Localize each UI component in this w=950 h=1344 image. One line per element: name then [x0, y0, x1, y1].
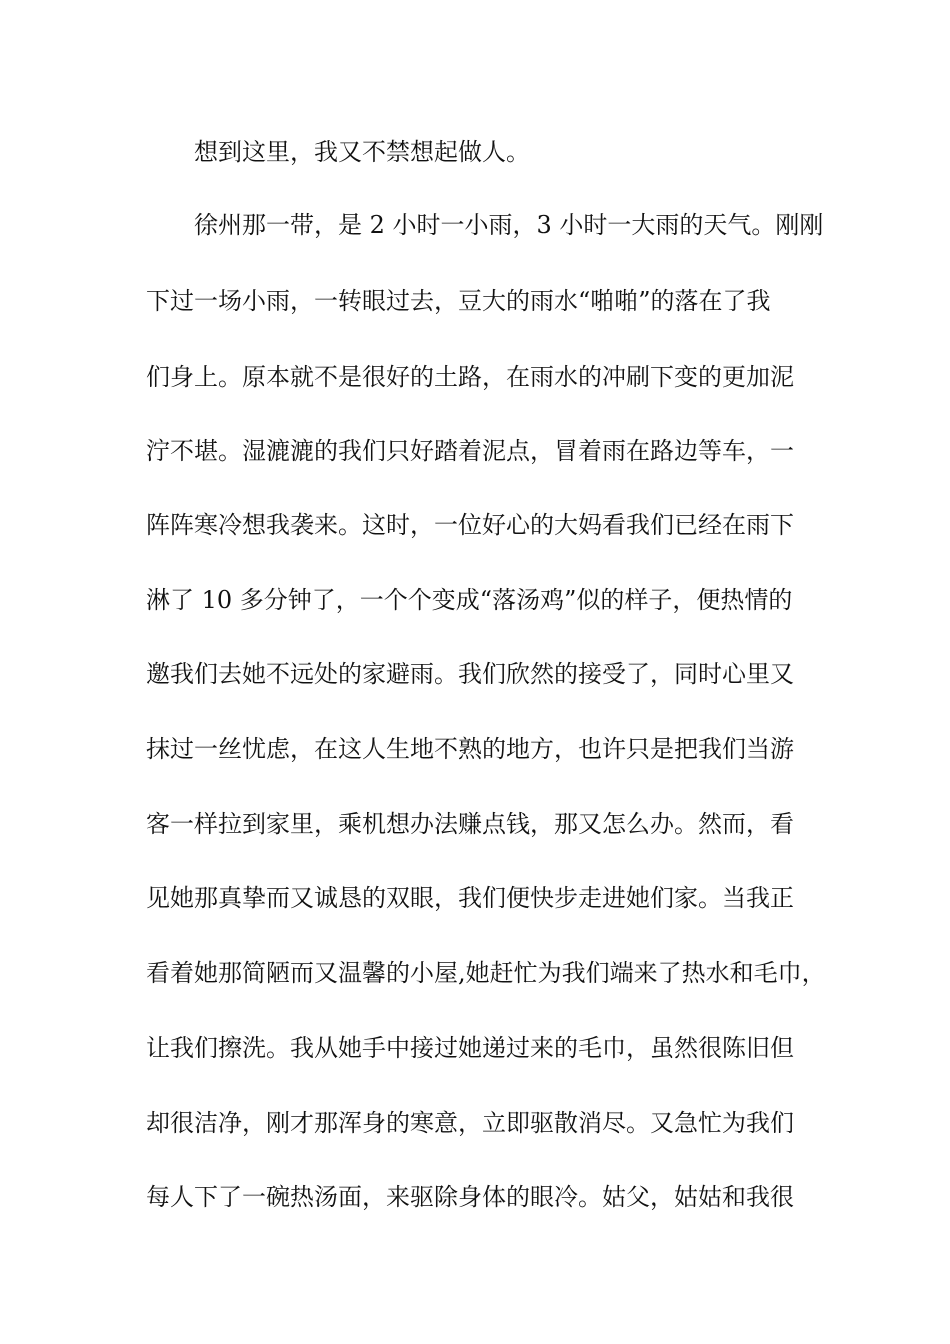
paragraph-2-line-2: 下过一场小雨，一转眼过去，豆大的雨水“啪啪”的落在了我 [146, 287, 771, 315]
paragraph-2-line-9: 客一样拉到家里，乘机想办法赚点钱，那又怎么办。然而，看 [146, 810, 794, 838]
paragraph-2-line-4: 泞不堪。湿漉漉的我们只好踏着泥点，冒着雨在路边等车，一 [146, 437, 794, 465]
paragraph-2-line-1: 徐州那一带，是 2 小时一小雨，3 小时一大雨的天气。刚刚 [194, 211, 824, 239]
paragraph-2-line-13: 却很洁净，刚才那浑身的寒意，立即驱散消尽。又急忙为我们 [146, 1109, 794, 1137]
paragraph-2-line-3: 们身上。原本就不是很好的土路，在雨水的冲刷下变的更加泥 [146, 363, 794, 391]
paragraph-2-line-8: 抹过一丝忧虑，在这人生地不熟的地方，也许只是把我们当游 [146, 735, 794, 763]
paragraph-2-line-10: 见她那真挚而又诚恳的双眼，我们便快步走进她们家。当我正 [146, 884, 794, 912]
paragraph-2-line-12: 让我们擦洗。我从她手中接过她递过来的毛巾，虽然很陈旧但 [146, 1034, 794, 1062]
paragraph-2-line-14: 每人下了一碗热汤面，来驱除身体的眼冷。姑父，姑姑和我很 [146, 1183, 794, 1211]
paragraph-2-line-6: 淋了 10 多分钟了，一个个变成“落汤鸡”似的样子，便热情的 [146, 586, 793, 614]
paragraph-2-line-11: 看着她那简陋而又温馨的小屋,她赶忙为我们端来了热水和毛巾， [146, 959, 826, 987]
paragraph-1-line-1: 想到这里，我又不禁想起做人。 [194, 138, 530, 166]
paragraph-2-line-7: 邀我们去她不远处的家避雨。我们欣然的接受了，同时心里又 [146, 660, 794, 688]
paragraph-2-line-5: 阵阵寒冷想我袭来。这时，一位好心的大妈看我们已经在雨下 [146, 511, 794, 539]
